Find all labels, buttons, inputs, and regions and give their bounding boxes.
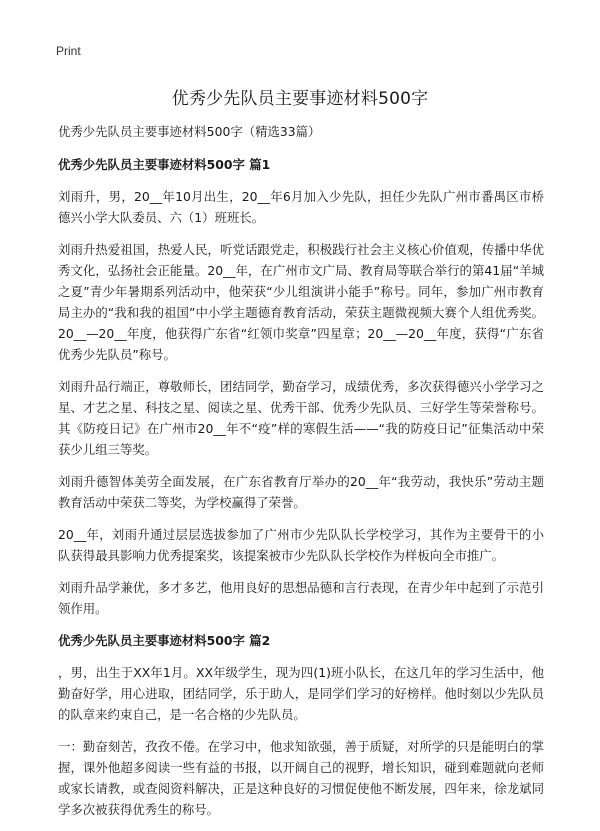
- paragraph: 刘雨升品学兼优，多才多艺，他用良好的思想品德和言行表现，在青少年中起到了示范引领作用。: [58, 580, 544, 616]
- section-heading: 优秀少先队员主要事迹材料500字 篇2: [58, 633, 271, 648]
- paragraph: 20__年，刘雨升通过层层选拔参加了广州市少先队队长学校学习，其作为主要骨干的小队获得最具影响力优秀提案奖，该提案被市少先队队长学校作为样板向全市推广。: [58, 527, 544, 563]
- paragraph: 刘雨升德智体美劳全面发展，在广东省教育厅举办的20__年“我劳动，我快乐”劳动主题教育活动中荣获二等奖，为学校赢得了荣誉。: [58, 474, 544, 510]
- paragraph: ，男，出生于XX年1月。XX年级学生，现为四(1)班小队长，在这几年的学习生活中，他勤奋好学，用心进取，团结同学，乐于助人，是同学们学习的好榜样。他时刻以少先队员的队章来约束自己，是一名合格的少先队员。: [58, 665, 544, 722]
- paragraph: 刘雨升，男，20__年10月出生，20__年6月加入少先队，担任少先队广州市番禺区市桥德兴小学大队委员、六（1）班班长。: [58, 189, 544, 225]
- paragraph: 一：勤奋刻苦，孜孜不倦。在学习中，他求知欲强，善于质疑，对所学的只是能明白的掌握，课外他超多阅读一些有益的书报，以开阔自己的视野，增长知识，碰到难题就向老师或家长请教，或查阅资料解决，正是这种良好的习惯促使他不断发展，四年来，徐龙斌同学多次被获得优秀生的称号。: [58, 739, 544, 817]
- document-body: [58, 121, 544, 831]
- section-heading: 优秀少先队员主要事迹材料500字 篇1: [58, 157, 271, 172]
- paragraph: 刘雨升品行端正，尊敬师长，团结同学，勤奋学习，成绩优秀，多次获得德兴小学学习之星、才艺之星、科技之星、阅读之星、优秀干部、优秀少先队员、三好学生等荣誉称号。其《防疫日记》在广州市20__年不“疫”样的寒假生活——“我的防疫日记”征集活动中荣获少儿组三等奖。: [58, 379, 544, 457]
- page-title: 优秀少先队员主要事迹材料500字: [171, 89, 429, 109]
- print-link[interactable]: Print: [56, 44, 81, 58]
- paragraph: 刘雨升热爱祖国，热爱人民，听党话跟党走，积极践行社会主义核心价值观，传播中华优秀文化，弘扬社会正能量。20__年，在广州市文广局、教育局等联合举行的第41届“羊城之夏”青少年暑期系列活动中，他荣获“少儿组演讲小能手”称号。同年，参加广州市教育局主办的“我和我的祖国”中小学主题德育教育活动，荣获主题微视频大赛个人组优秀奖。20__—20__年度，他获得广东省“红领巾奖章”四星章；20__—20__年度，获得“广东省优秀少先队员”称号。: [58, 242, 544, 362]
- document-subtitle: 优秀少先队员主要事迹材料500字（精选33篇）: [58, 124, 321, 139]
